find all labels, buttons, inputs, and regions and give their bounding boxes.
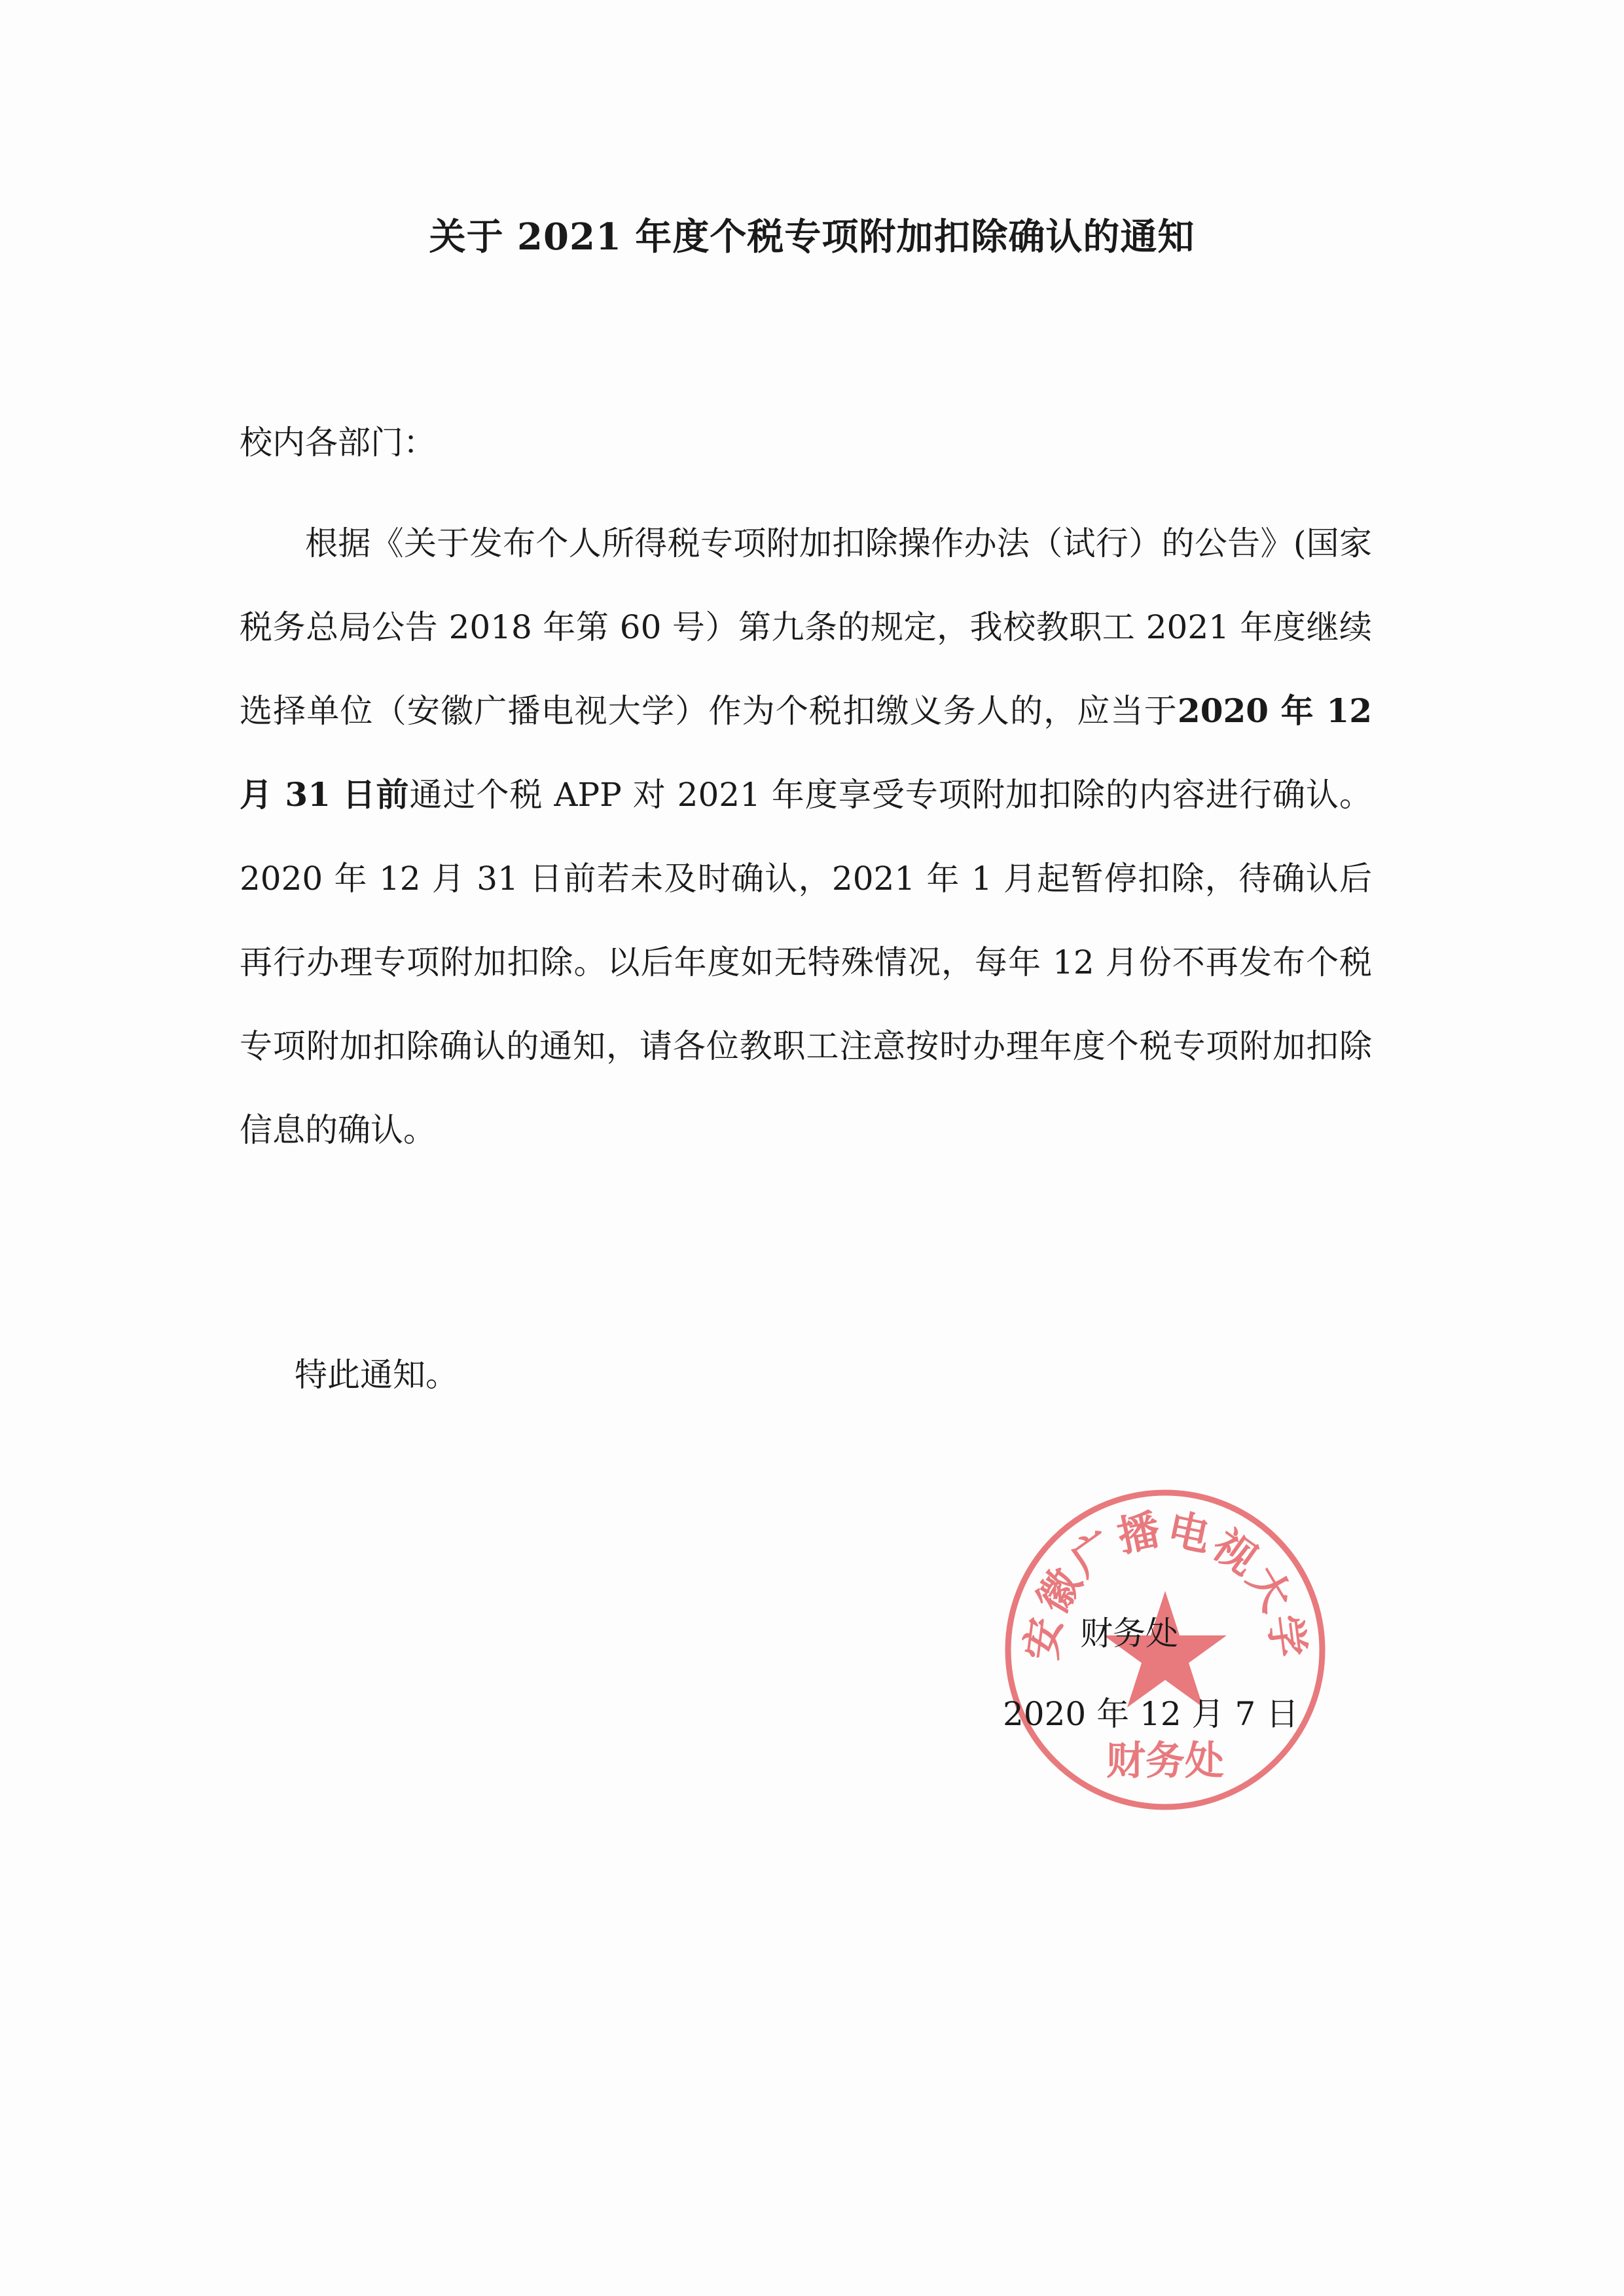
- salutation: 校内各部门：: [240, 424, 436, 462]
- seal-outer-text: 安徽广播电视大学: [1017, 1504, 1314, 1663]
- signature-department: 财务处: [1080, 1614, 1178, 1652]
- seal-inner-text: 财务处: [1106, 1738, 1224, 1784]
- body-text-part2: 通过个税 APP 对 2021 年度享受专项附加扣除的内容进行确认。2020 年 12 月 31 日前若未及时确认，2021 年 1 月起暂停扣除，待确认后再行办理专项附加扣除。以后年度如无特殊情况，每年 12 月份不再发布个税专项附加扣除确认的通知，请各位教职工注意按时办理年度个税专项附加扣除信息的确认。: [240, 776, 1372, 1149]
- document-title: 关于 2021 年度个税专项附加扣除确认的通知: [429, 215, 1195, 259]
- body-text-part1: 根据《关于发布个人所得税专项附加扣除操作办法（试行）的公告》(国家税务总局公告 2018 年第 60 号）第九条的规定，我校教职工 2021 年度继续选择单位（安徽广播电视大学）作为个税扣缴义务人的，应当于: [240, 524, 1372, 730]
- body-paragraph: [240, 501, 1372, 1172]
- signature-date: 2020 年 12 月 7 日: [1003, 1695, 1299, 1733]
- deadline-emphasis: 2020 年 12 月 31 日前: [240, 691, 1373, 814]
- closing-line: 特此通知。: [295, 1356, 458, 1394]
